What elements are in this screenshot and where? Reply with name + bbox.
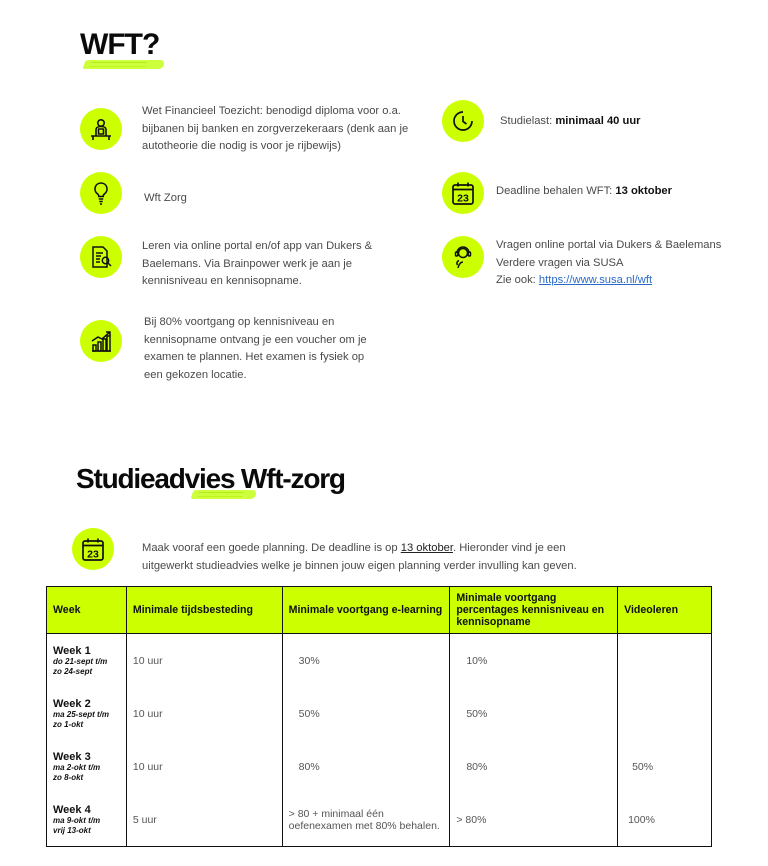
week-cell xyxy=(47,687,127,740)
elearning-cell: 80% xyxy=(282,740,450,793)
voucher-description: Bij 80% voortgang op kennisniveau en kennisopname ontvang je een voucher om je examen te plannen. Het examen is fysiek op een gekozen locatie. xyxy=(144,316,367,381)
wft-zorg-label: Wft Zorg xyxy=(144,192,187,204)
section-title-part-1: Studieadvies xyxy=(76,463,235,494)
time-cell: 10 uur xyxy=(126,687,282,740)
learning-portal-description: Leren via online portal en/of app van Dukers & Baelemans. Via Brainpower werk je aan je kennisniveau en kennisopname. xyxy=(142,240,373,288)
table-row xyxy=(47,687,712,740)
calendar-day: 23 xyxy=(457,192,469,205)
week-dates-end: vrij 13-okt xyxy=(53,825,91,835)
week-dates-start: ma 2-okt t/m xyxy=(53,763,101,772)
table-row xyxy=(47,740,712,793)
advice-intro xyxy=(142,540,612,575)
calendar-icon-advice xyxy=(72,528,114,570)
week-label: Week 4 xyxy=(53,804,91,816)
kennis-cell: 80% xyxy=(450,740,618,793)
header-kennis: Minimale voortgang percentages kennisniveau en kennisopname xyxy=(450,587,618,634)
headset-support-icon xyxy=(442,236,484,278)
kennis-cell: > 80% xyxy=(450,793,618,847)
week-dates-end: zo 1-okt xyxy=(53,719,84,729)
calendar-icon xyxy=(442,172,484,214)
studielast-text xyxy=(500,113,641,131)
study-advice-table xyxy=(46,586,712,847)
elearning-cell: 30% xyxy=(282,634,450,688)
lightbulb-icon xyxy=(80,172,122,214)
deadline-text xyxy=(496,183,672,201)
kennis-cell: 50% xyxy=(450,687,618,740)
calendar-day-advice: 23 xyxy=(87,548,99,561)
video-cell: 100% xyxy=(618,793,712,847)
elearning-cell: > 80 + minimaal één oefenexamen met 80% behalen. xyxy=(282,793,450,847)
elearning-cell: 50% xyxy=(282,687,450,740)
advice-intro-b: . Hieronder vind je een uitgewerkt studieadvies welke je binnen jouw eigen planning verder invulling kan geven. xyxy=(142,542,577,572)
deadline-label: Deadline behalen WFT: xyxy=(496,185,616,197)
document-search-icon xyxy=(80,236,122,278)
table-row xyxy=(47,634,712,688)
section-title-part-2: Wft-zorg xyxy=(234,463,345,494)
week-dates-start: do 21-sept t/m xyxy=(53,657,108,666)
video-cell xyxy=(618,687,712,740)
week-label: Week 3 xyxy=(53,751,91,763)
week-dates-end: zo 24-sept xyxy=(53,666,93,676)
support-line-3 xyxy=(496,272,756,290)
kennis-cell: 10% xyxy=(450,634,618,688)
video-cell xyxy=(618,634,712,688)
advice-intro-a: Maak vooraf een goede planning. De deadline is op xyxy=(142,542,401,554)
table-row xyxy=(47,793,712,847)
header-time: Minimale tijdsbesteding xyxy=(126,587,282,634)
week-dates-start: ma 25-sept t/m xyxy=(53,710,110,719)
support-line-1: Vragen online portal via Dukers & Baelemans xyxy=(496,239,722,251)
week-cell xyxy=(47,634,127,688)
header-elearning: Minimale voortgang e-learning xyxy=(282,587,450,634)
growth-chart-icon xyxy=(80,320,122,362)
page-title: WFT? xyxy=(80,28,160,61)
susa-link[interactable]: https://www.susa.nl/wft xyxy=(538,274,653,287)
week-cell xyxy=(47,793,127,847)
time-cell: 10 uur xyxy=(126,634,282,688)
support-text xyxy=(496,237,756,290)
studielast-label: Studielast: xyxy=(500,115,556,127)
person-at-desk-icon xyxy=(80,108,122,150)
advice-deadline-date: 13 oktober xyxy=(400,542,453,554)
clock-icon xyxy=(442,100,484,142)
support-line-2: Verdere vragen via SUSA xyxy=(496,256,624,269)
section-title xyxy=(76,463,345,495)
week-dates-end: zo 8-okt xyxy=(53,772,84,782)
support-see-also: Zie ook: xyxy=(496,274,539,287)
deadline-value: 13 oktober xyxy=(615,185,672,197)
studielast-value: minimaal 40 uur xyxy=(555,115,641,127)
week-dates-start: ma 9-okt t/m xyxy=(53,816,101,825)
week-label: Week 1 xyxy=(53,645,91,657)
time-cell: 5 uur xyxy=(126,793,282,847)
week-label: Week 2 xyxy=(53,698,91,710)
week-cell xyxy=(47,740,127,793)
table-header-row xyxy=(47,587,712,634)
video-cell: 50% xyxy=(618,740,712,793)
header-video: Videoleren xyxy=(618,587,712,634)
time-cell: 10 uur xyxy=(126,740,282,793)
wft-description: Wet Financieel Toezicht: benodigd diploma voor o.a. bijbanen bij banken en zorgverzekeraars (denk aan je autotheorie die nodig is voor je rijbewijs) xyxy=(142,105,409,153)
header-week: Week xyxy=(47,587,127,634)
